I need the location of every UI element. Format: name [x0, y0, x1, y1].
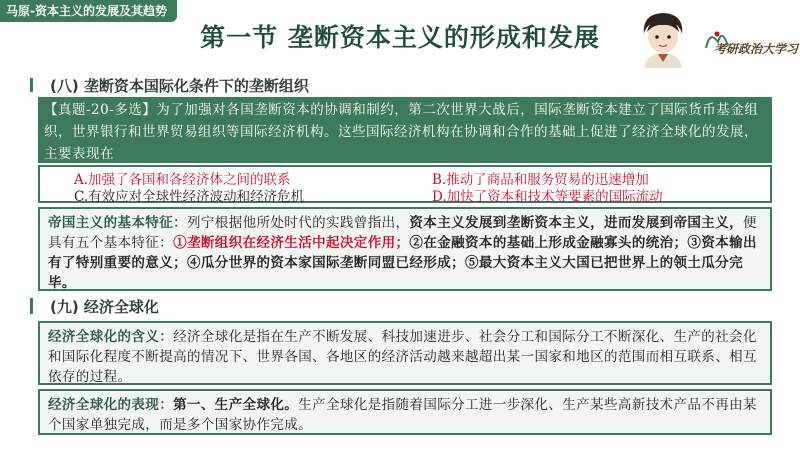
imperialism-bold1: 资本主义发展到垄断资本主义，进而发展到帝国主义， [409, 215, 744, 231]
imperialism-text1: 列宁根据他所处时代的实践曾指出， [187, 215, 410, 231]
imperialism-box [38, 207, 772, 291]
performance-text: 生产全球化是指随着国际分工进一步深化、生产某些高新技术产品不再由某个国家单独完成，而是多个国家协作完成。 [48, 397, 757, 433]
accent-bar [30, 78, 33, 92]
meaning-box [38, 321, 772, 385]
options-box [38, 165, 772, 203]
accent-bar-9 [30, 298, 33, 314]
page-title: 第一节 垄断资本主义的形成和发展 [200, 23, 600, 52]
section-heading-9: (九) 经济全球化 [50, 298, 159, 316]
avatar [636, 8, 690, 68]
meaning-text: 经济全球化是指在生产不断发展、科技加速进步、社会分工和国际分工不断深化、生产的社会化和国际化程度不断提高的情况下、世界各国、各地区的经济活动越来越超出某一国家和地区的范围而相互联系、相互依存的过程。 [48, 329, 757, 385]
imperialism-red1: ①垄断组织在经济生活中起决定作用； [173, 235, 410, 251]
section-heading-8: (八) 垄断资本国际化条件下的垄断组织 [50, 77, 309, 95]
performance-label: 经济全球化的表现： [48, 397, 174, 413]
question-box: 【真题-20-多选】为了加强对各国垄断资本的协调和制约，第二次世界大战后，国际垄断资本建立了国际货币基金组织，世界银行和世界贸易组织等国际经济机构。这些国际经济机构在协调和合作的基础上促进了经济全球化的发展，主要表现在 [38, 97, 772, 163]
imperialism-text2: 便具有五个基本特征： [48, 215, 757, 251]
course-tag: 马原-资本主义的发展及其趋势 [0, 0, 177, 22]
option-d: D.加快了资本和技术等要素的国际流动 [432, 189, 663, 205]
performance-box [38, 389, 772, 435]
meaning-label: 经济全球化的含义： [48, 329, 174, 345]
performance-bold: 第一、生产全球化。 [173, 397, 299, 413]
option-c: C.有效应对全球性经济波动和经济危机 [74, 189, 305, 205]
imperialism-bold2: ②在金融资本的基础上形成金融寡头的统治；③资本输出有了特别重要的意义；④瓜分世界的资本家国际垄断同盟已经形成；⑤最大资本主义大国已把世界上的领土瓜分完毕。 [48, 235, 757, 291]
imperialism-label: 帝国主义的基本特征： [48, 215, 187, 231]
option-b: B.推动了商品和服务贸易的迅速增加 [432, 172, 649, 188]
option-a: A.加强了各国和各经济体之间的联系 [74, 172, 291, 188]
logo-text: 考研政治大学习 [714, 42, 799, 56]
